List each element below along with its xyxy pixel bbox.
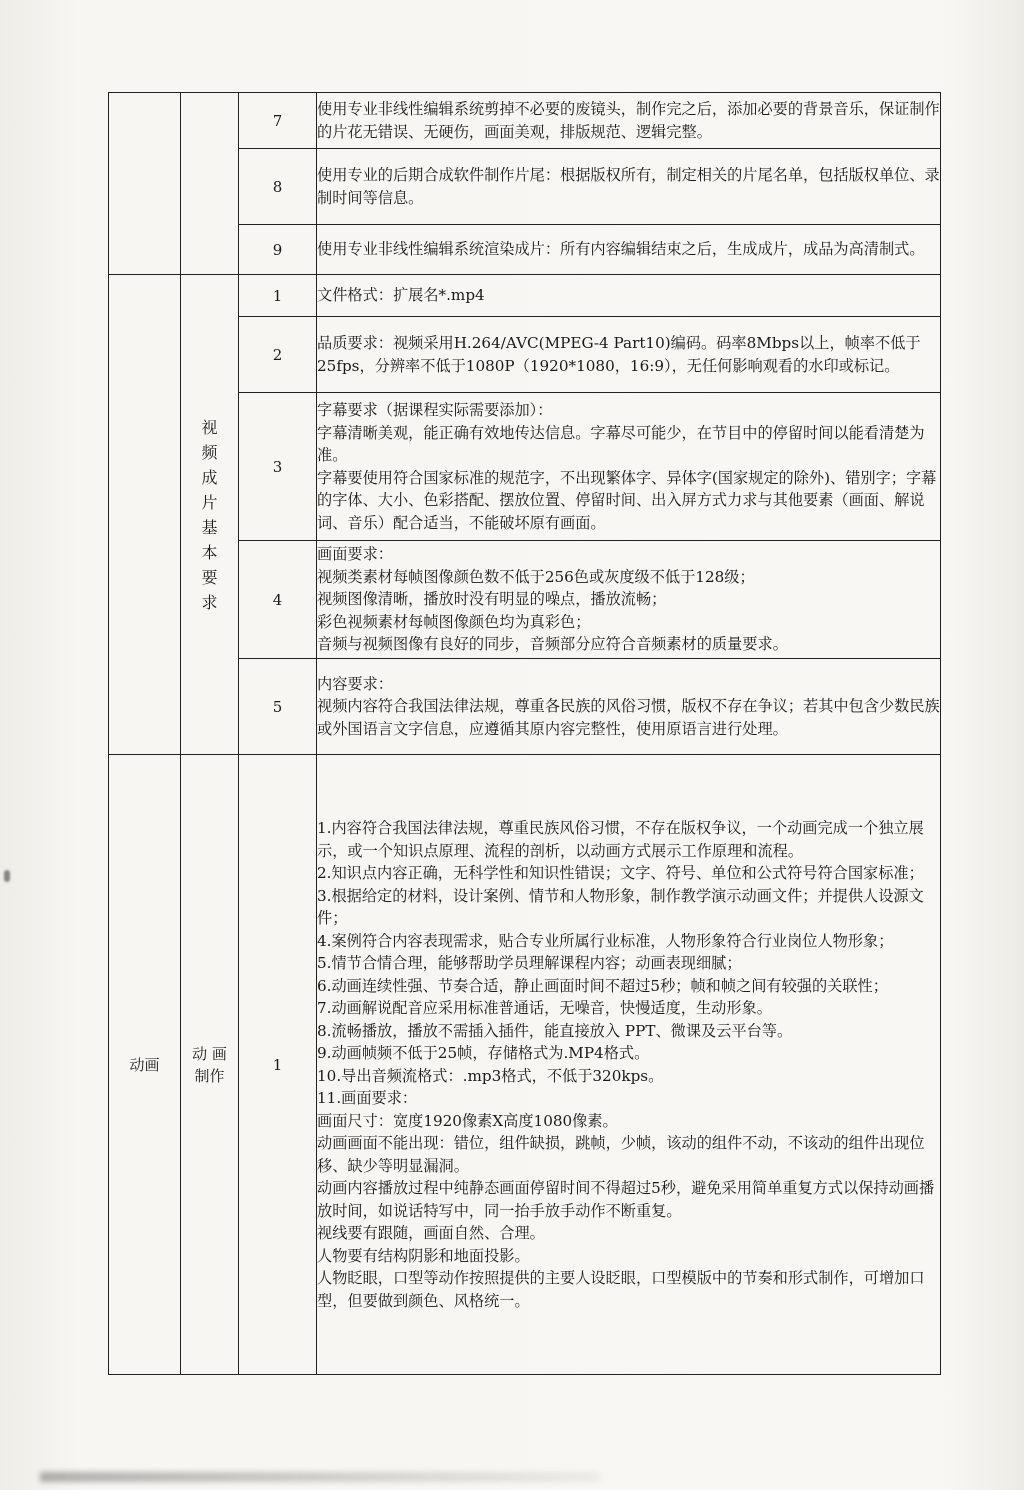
- content-line: 人物要有结构阴影和地面投影。: [317, 1246, 530, 1265]
- label-char: 频: [201, 442, 218, 462]
- content-line: 使用专业非线性编辑系统渲染成片：所有内容编辑结束之后，生成成片，成品为高清制式。: [317, 240, 925, 259]
- content-line: 6.动画连续性强、节奏合适，静止画面时间不超过5秒；帧和帧之间有较强的关联性；: [317, 976, 888, 995]
- row-content: [317, 275, 941, 317]
- requirements-table: [108, 92, 941, 1375]
- content-line: 文件格式：扩展名*.mp4: [317, 286, 485, 305]
- table-row: [109, 755, 941, 1375]
- row-number: 7: [239, 93, 317, 149]
- scan-shadow: [40, 1472, 600, 1482]
- row-content: [317, 93, 941, 149]
- content-line: 4.案例符合内容表现需求，贴合专业所属行业标准，人物形象符合行业岗位人物形象；: [317, 931, 894, 950]
- content-line: 5.情节合情合理，能够帮助学员理解课程内容；动画表现细腻；: [317, 954, 742, 972]
- row-number: 1: [239, 755, 317, 1375]
- content-line: 字幕要使用符合国家标准的规范字，不出现繁体字、异体字(国家规定的除外)、错别字；字幕的字体、大小、色彩搭配、摆放位置、停留时间、出入屏方式力求与其他要素（画面、解说词、音乐）配合适当，不能破坏原有画面。: [317, 468, 937, 532]
- content-line: 品质要求：视频采用H.264/AVC(MPEG-4 Part10)编码。码率8Mbps以上，帧率不低于25fps，分辨率不低于1080P（1920*1080，16:9），无任何影响观看的水印或标记。: [317, 334, 921, 375]
- label-char: 视: [201, 417, 218, 437]
- table-row: [109, 275, 941, 317]
- content-line: 视频内容符合我国法律法规，尊重各民族的风俗习惯，版权不存在争议；若其中包含少数民族或外国语言文字信息，应遵循其原内容完整性，使用原语言进行处理。: [317, 697, 940, 738]
- label-char: 基: [201, 517, 218, 537]
- label-char: 求: [201, 592, 218, 612]
- row-content: [317, 317, 941, 393]
- content-line: 动画内容播放过程中纯静态画面停留时间不得超过5秒，避免采用简单重复方式以保持动画播放时间，如说话特写中，同一抬手放手动作不断重复。: [317, 1179, 935, 1220]
- content-line: 字幕要求（据课程实际需要添加）：: [317, 401, 553, 419]
- content-line: 8.流畅播放，播放不需插入插件，能直接放入 PPT、微课及云平台等。: [317, 1021, 793, 1040]
- label-char: 片: [201, 492, 218, 512]
- category-cell-blank: [109, 93, 181, 275]
- row-number: 2: [239, 317, 317, 393]
- content-line: 人物眨眼，口型等动作按照提供的主要人设眨眼，口型模版中的节奏和形式制作，可增加口型，但要做到颜色、风格统一。: [317, 1269, 925, 1310]
- content-line: 视频图像清晰，播放时没有明显的噪点，播放流畅；: [317, 590, 667, 609]
- row-content: [317, 393, 941, 541]
- label-char: 要: [201, 567, 218, 587]
- content-line: 视频类素材每帧图像颜色数不低于256色或灰度级不低于128级；: [317, 567, 755, 586]
- row-content: [317, 755, 941, 1375]
- subcategory-cell-blank: [181, 93, 239, 275]
- content-line: 10.导出音频流格式：.mp3格式，不低于320kps。: [317, 1066, 664, 1085]
- label-char: 本: [201, 542, 218, 562]
- row-content: [317, 149, 941, 225]
- row-content: [317, 225, 941, 275]
- content-line: 画面尺寸：宽度1920像素X高度1080像素。: [317, 1111, 618, 1130]
- row-number: 4: [239, 541, 317, 659]
- content-line: 字幕清晰美观，能正确有效地传达信息。字幕尽可能少，在节目中的停留时间以能看清楚为准。: [317, 423, 925, 464]
- content-line: 画面要求：: [317, 545, 393, 564]
- row-content: [317, 659, 941, 755]
- content-line: 9.动画帧频不低于25帧，存储格式为.MP4格式。: [317, 1044, 650, 1062]
- row-number: 3: [239, 393, 317, 541]
- content-line: 2.知识点内容正确，无科学性和知识性错误；文字、符号、单位和公式符号符合国家标准；: [317, 864, 924, 882]
- label-line: 动 画: [192, 1044, 227, 1063]
- content-line: 动画画面不能出现：错位，组件缺损，跳帧，少帧，该动的组件不动，不该动的组件出现位移、缺少等明显漏洞。: [317, 1134, 925, 1175]
- content-line: 3.根据给定的材料，设计案例、情节和人物形象，制作教学演示动画文件；并提供人设源文件；: [317, 886, 924, 927]
- row-number: 1: [239, 275, 317, 317]
- category-cell-blank: [109, 275, 181, 755]
- content-line: 内容要求：: [317, 674, 393, 693]
- content-line: 1.内容符合我国法律法规，尊重民族风俗习惯，不存在版权争议，一个动画完成一个独立展示，或一个知识点原理、流程的剖析，以动画方式展示工作原理和流程。: [317, 819, 924, 860]
- row-content: [317, 541, 941, 659]
- category-animation: 动画: [109, 755, 181, 1375]
- table-row: [109, 93, 941, 149]
- content-line: 11.画面要求：: [317, 1089, 418, 1107]
- content-line: 使用专业的后期合成软件制作片尾：根据版权所有，制定相关的片尾名单，包括版权单位、录制时间等信息。: [317, 166, 940, 207]
- label-line: 制作: [194, 1066, 225, 1085]
- row-number: 8: [239, 149, 317, 225]
- video-requirements-label: [181, 275, 239, 755]
- subcategory-animation-production: [181, 755, 239, 1375]
- scan-mark: [4, 870, 10, 882]
- row-number: 9: [239, 225, 317, 275]
- content-line: 7.动画解说配音应采用标准普通话，无噪音，快慢适度，生动形象。: [317, 999, 772, 1017]
- content-line: 彩色视频素材每帧图像颜色均为真彩色；: [317, 612, 591, 631]
- content-line: 音频与视频图像有良好的同步，音频部分应符合音频素材的质量要求。: [317, 635, 788, 654]
- content-line: 使用专业非线性编辑系统剪掉不必要的废镜头，制作完之后，添加必要的背景音乐，保证制作的片花无错误、无硬伤，画面美观，排版规范、逻辑完整。: [317, 100, 940, 141]
- content-line: 视线要有跟随，画面自然、合理。: [317, 1224, 545, 1242]
- label-char: 成: [201, 467, 218, 487]
- row-number: 5: [239, 659, 317, 755]
